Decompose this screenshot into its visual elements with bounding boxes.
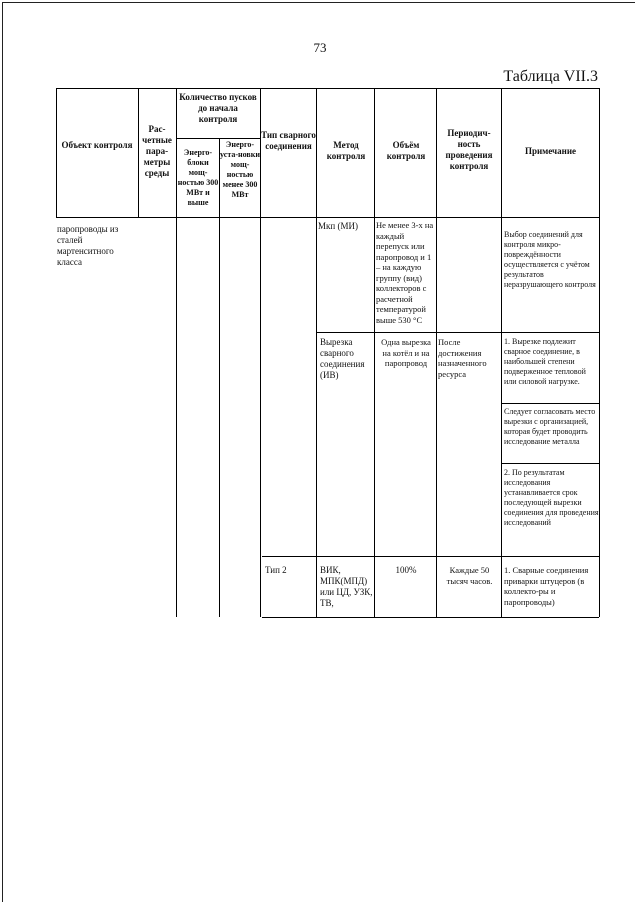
header-volume: Объём контроля [386, 140, 426, 161]
table-caption: Таблица VII.3 [503, 68, 598, 85]
row3-note: 1. Сварные соединения приварки штуцеров (в коллекто-ры и паропроводы) [504, 565, 589, 607]
page-number: 73 [313, 40, 327, 55]
header-params: Рас-четные пара-метры среды [142, 124, 172, 178]
header-periodicity: Периодич-ность проведения контроля [445, 128, 493, 171]
page-border [2, 2, 635, 902]
header-object: Объект контроля [61, 140, 133, 150]
row2-method: Вырезка сварного соединения (ИВ) [320, 337, 365, 380]
row1-method: Мкп (МИ) [318, 221, 358, 231]
header-method: Метод контроля [326, 140, 366, 161]
row1-volume: Не менее 3-х на каждый перепуск или паропровод и 1 – на каждую группу (вид) коллекторов с расчетной температурой выше 530 °С [376, 220, 434, 325]
header-note: Примечание [524, 146, 577, 156]
header-weld-type: Тип сварного соединения [261, 130, 316, 151]
row2-volume: Одна вырезка на котёл и на паропровод [381, 337, 431, 368]
header-starts-under-300: Энерго-уста-новки мощ-ностью менее 300 МВт [220, 140, 260, 199]
row3-weld-type: Тип 2 [265, 565, 287, 575]
header-starts-300-plus: Энерго-блоки мощ-ностью 300 МВт и выше [177, 148, 219, 207]
header-starts-group: Количество пусков до начала контроля [179, 92, 257, 124]
row2-note-2: Следует согласовать место вырезки с организацией, которая будет проводить исследование металла [504, 407, 596, 446]
row1-note: Выбор соединений для контроля микро-повреждённости осуществляется с учётом результатов неразрушающего контроля [504, 230, 596, 289]
row2-periodicity: После достижения назначенного ресурса [438, 337, 487, 379]
row3-method: ВИК, МПК(МПД) или ЦД, УЗК, ТВ, [320, 565, 373, 608]
object-cell: паропроводы из сталей мартенситного класса [57, 224, 119, 267]
row2-note-3: 2. По результатам исследования устанавливается срок последующей вырезки соединения для проведения исследований [504, 468, 599, 527]
row3-periodicity: Каждые 50 тысяч часов. [446, 565, 493, 586]
row2-note-1: 1. Вырезке подлежит сварное соединение, в наибольшей степени подверженное тепловой или силовой нагрузке. [504, 337, 586, 386]
row3-volume: 100% [395, 565, 417, 575]
